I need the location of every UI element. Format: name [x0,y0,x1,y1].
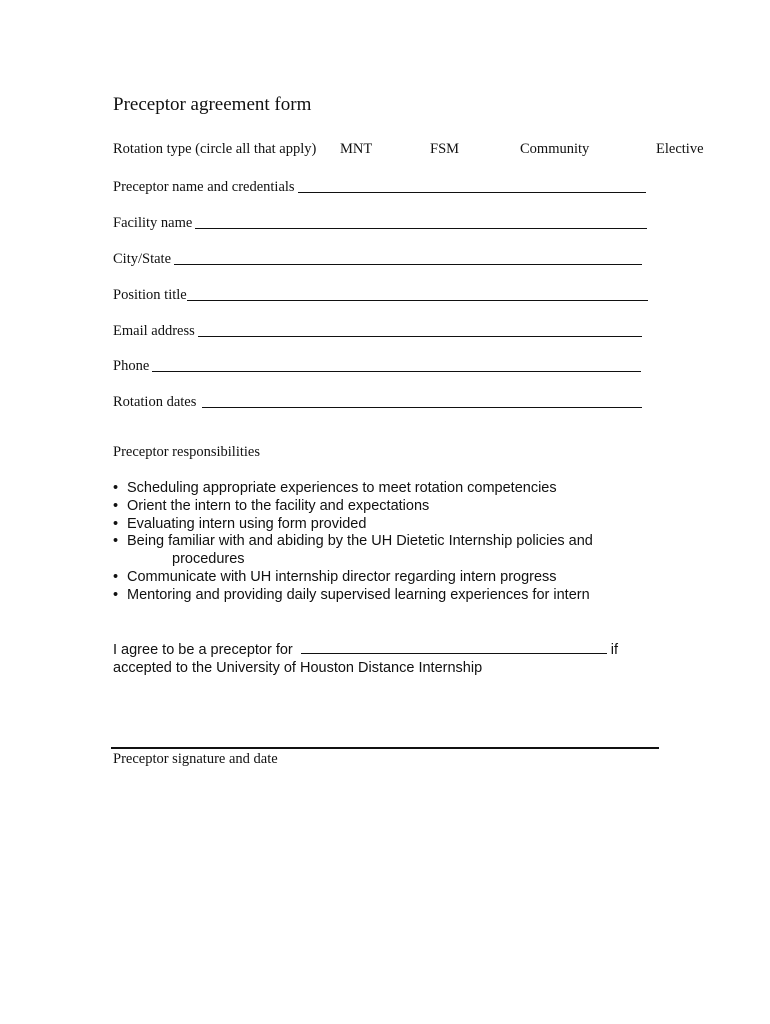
email-field[interactable] [198,335,642,337]
rotation-option-fsm[interactable]: FSM [430,141,460,157]
email-label: Email address [113,323,195,339]
bullet-icon: • [113,586,119,603]
position-title-label: Position title [113,287,187,303]
facility-name-field[interactable] [195,227,647,229]
position-title-row [113,283,648,303]
rotation-option-mnt[interactable]: MNT [340,141,373,157]
city-state-field[interactable] [174,263,642,265]
list-item: • Mentoring and providing daily supervised learning experiences for intern [113,586,590,603]
preceptor-name-label: Preceptor name and credentials [113,179,295,195]
bullet-icon: • [113,480,119,496]
rotation-dates-label: Rotation dates [113,394,197,410]
list-item: • Being familiar with and abiding by the UH Dietetic Internship policies and procedures [113,533,593,568]
bullet-icon: • [113,568,119,585]
responsibilities-list [113,480,673,605]
list-item: • Communicate with UH internship director regarding intern progress [113,568,557,585]
rotation-option-community[interactable]: Community [520,141,590,157]
agreement-suffix: if [610,642,618,658]
list-item-continuation: procedures [172,551,245,568]
list-item: • Evaluating intern using form provided [113,515,367,532]
rotation-dates-row [113,390,642,410]
email-row [113,319,642,339]
city-state-label: City/State [113,251,171,267]
list-item: • Orient the intern to the facility and expectations [113,497,430,514]
phone-label: Phone [113,358,150,374]
agreement-statement [113,641,673,677]
city-state-row [113,247,642,267]
list-item: • Scheduling appropriate experiences to meet rotation competencies [113,480,557,496]
phone-row [113,354,641,374]
facility-name-row [113,211,647,231]
responsibilities-heading: Preceptor responsibilities [113,444,260,460]
rotation-option-elective[interactable]: Elective [656,141,704,157]
signature-field[interactable] [111,747,659,749]
agreement-program-field[interactable] [301,641,607,654]
bullet-icon: • [113,515,119,532]
agreement-line2: accepted to the University of Houston Distance Internship [113,660,483,676]
preceptor-name-row [113,175,646,195]
preceptor-name-field[interactable] [298,191,646,193]
facility-name-label: Facility name [113,215,193,231]
bullet-icon: • [113,533,119,550]
phone-field[interactable] [152,370,641,372]
bullet-icon: • [113,497,119,514]
rotation-type-label: Rotation type (circle all that apply) [113,141,317,157]
agreement-prefix: I agree to be a preceptor for [113,642,293,658]
rotation-dates-field[interactable] [202,406,642,408]
page-title: Preceptor agreement form [113,94,312,115]
position-title-field[interactable] [187,299,648,301]
signature-label: Preceptor signature and date [113,751,278,767]
